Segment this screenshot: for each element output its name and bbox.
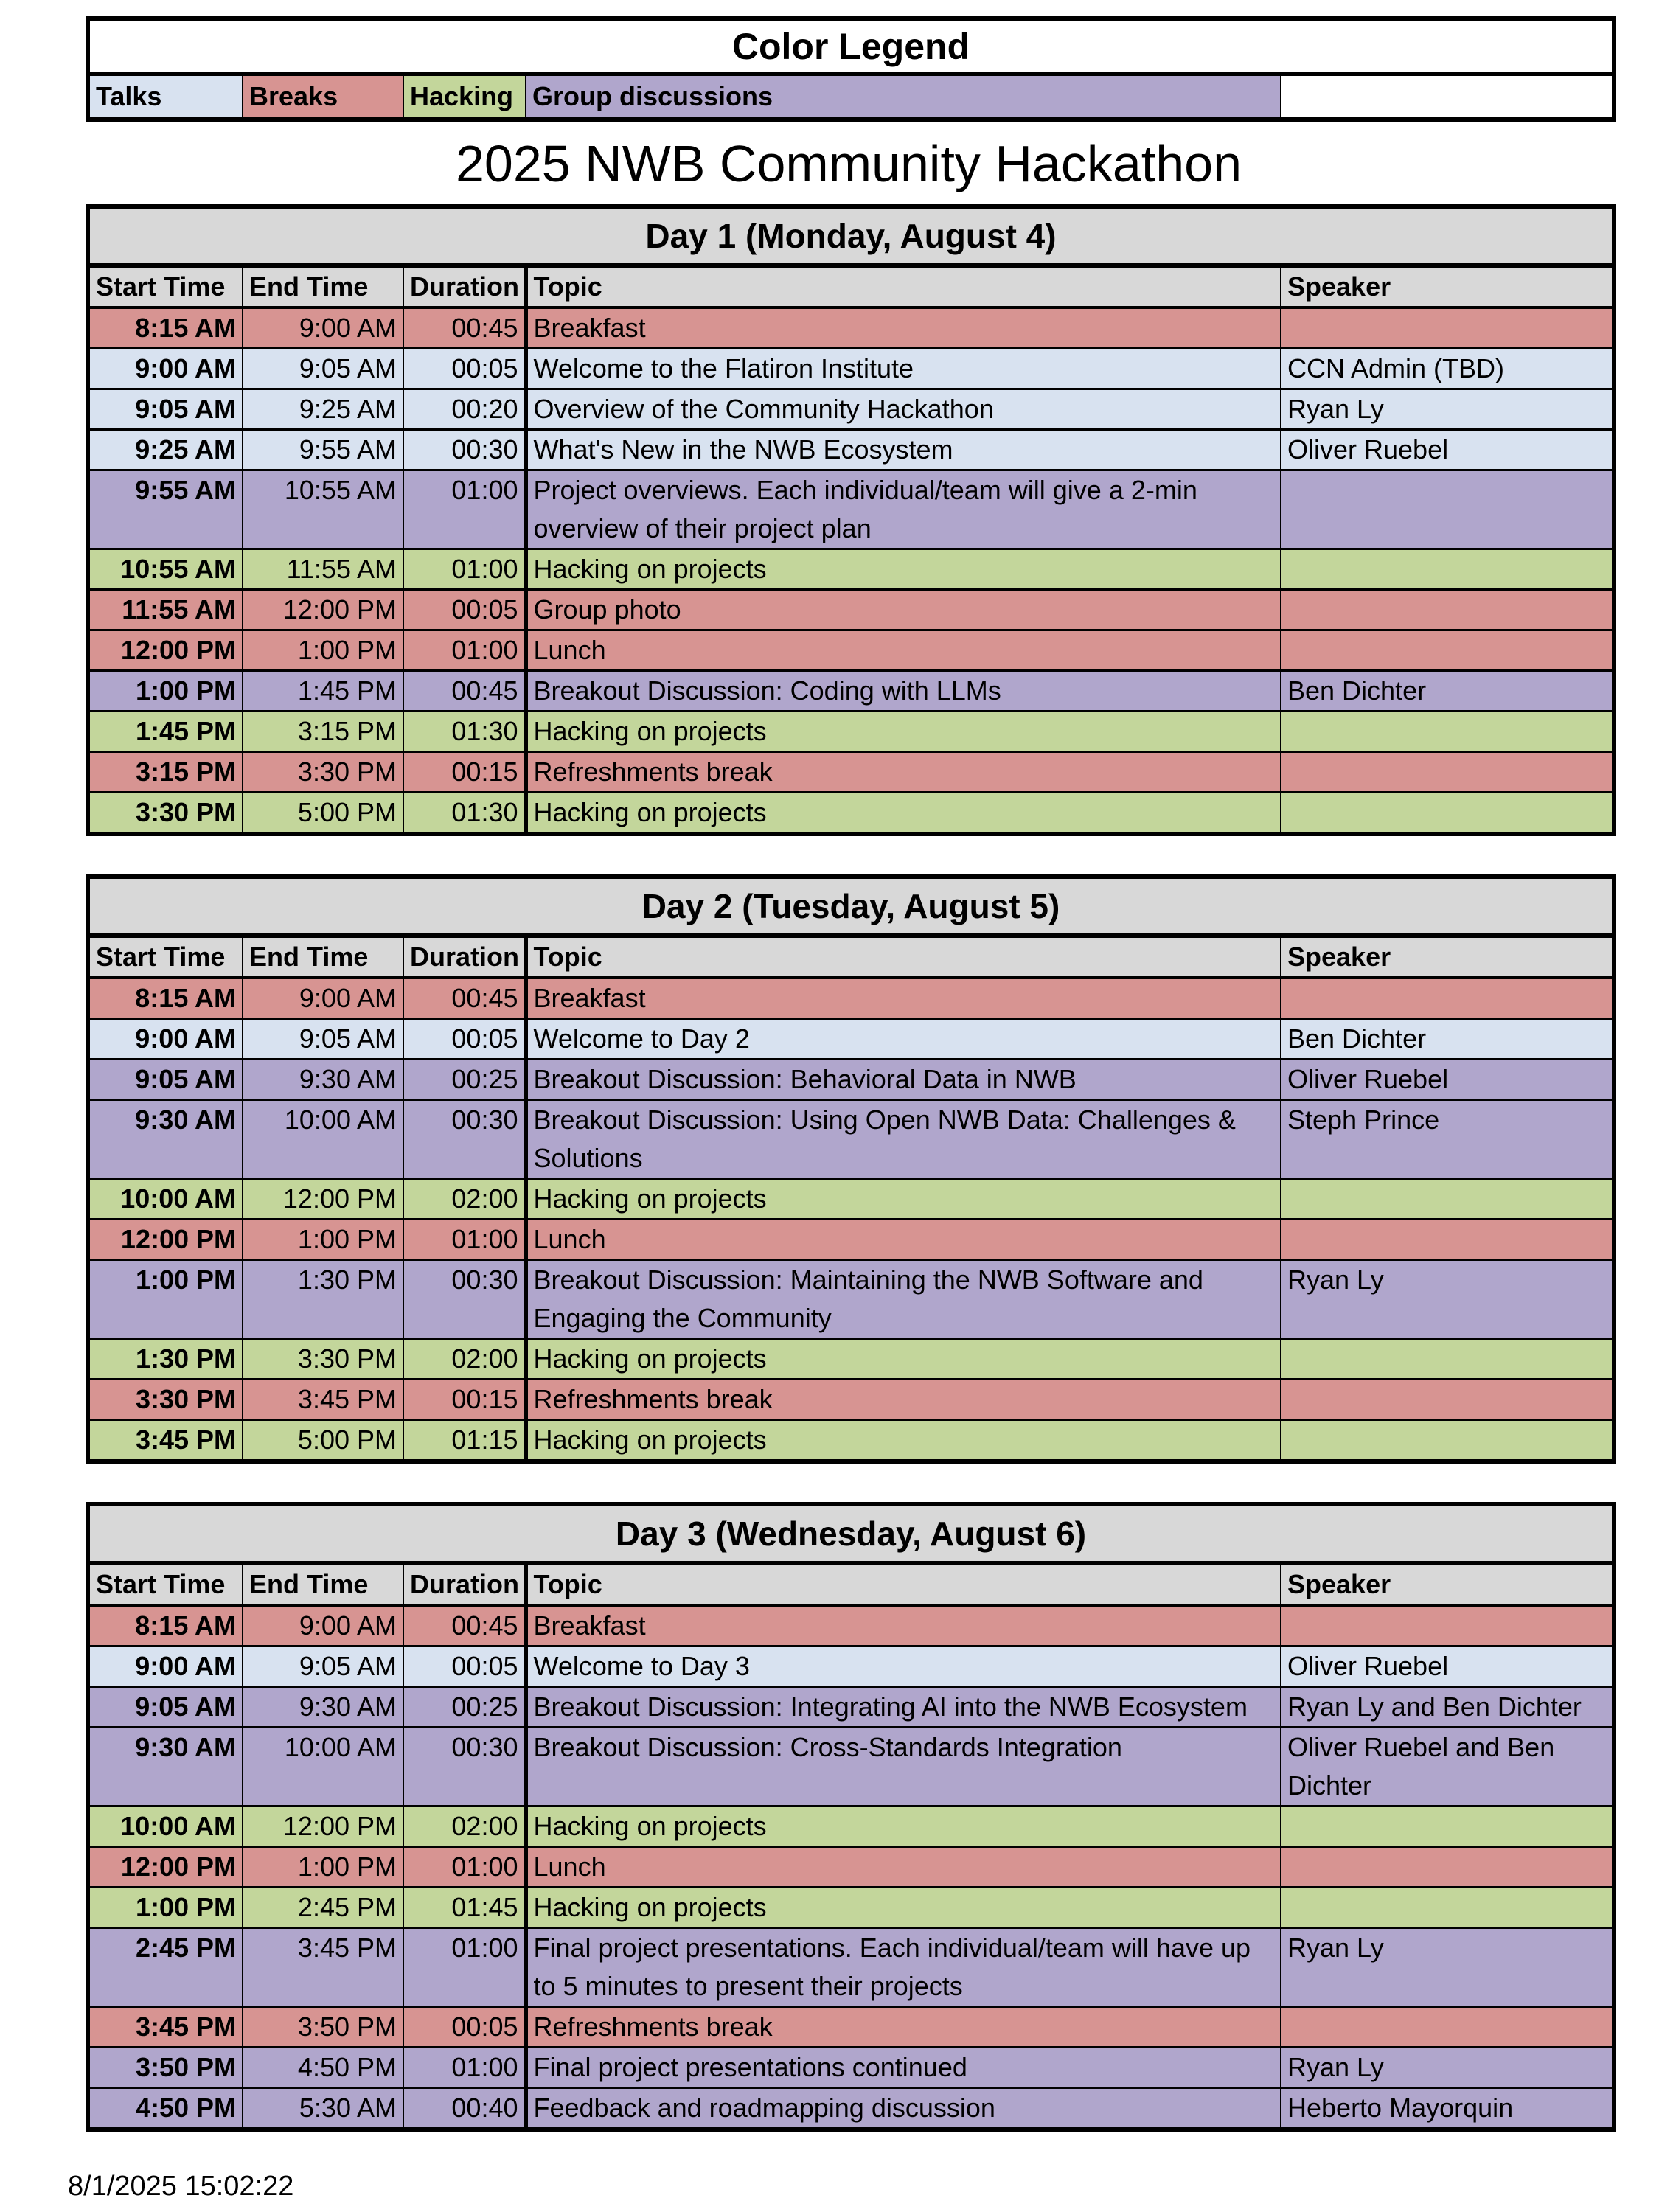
- end-time-cell: 5:00 PM: [243, 1420, 403, 1462]
- topic-cell: Breakout Discussion: Behavioral Data in NWB: [526, 1060, 1281, 1100]
- day-3-table: [86, 1502, 1616, 2132]
- duration-cell: 00:40: [403, 2088, 526, 2130]
- column-header-start-time: Start Time: [88, 1563, 243, 1605]
- start-time-cell: 10:55 AM: [88, 549, 243, 590]
- day-header-row: [88, 206, 1614, 265]
- end-time-cell: 9:00 AM: [243, 978, 403, 1019]
- start-time-cell: 12:00 PM: [88, 630, 243, 671]
- start-time-cell: 9:00 AM: [88, 349, 243, 389]
- start-time-cell: 9:00 AM: [88, 1646, 243, 1687]
- start-time-cell: 11:55 AM: [88, 590, 243, 630]
- end-time-cell: 2:45 PM: [243, 1888, 403, 1928]
- schedule-row: [88, 1380, 1614, 1420]
- speaker-cell: [1281, 2007, 1614, 2048]
- end-time-cell: 1:00 PM: [243, 1847, 403, 1888]
- duration-cell: 01:00: [403, 630, 526, 671]
- day-header-row: [88, 1504, 1614, 1563]
- start-time-cell: 12:00 PM: [88, 1847, 243, 1888]
- speaker-cell: [1281, 470, 1614, 549]
- end-time-cell: 3:30 PM: [243, 1339, 403, 1380]
- speaker-cell: [1281, 1806, 1614, 1847]
- start-time-cell: 9:55 AM: [88, 470, 243, 549]
- topic-cell: Final project presentations. Each individual/team will have up to 5 minutes to present their projects: [526, 1928, 1281, 2007]
- topic-cell: Refreshments break: [526, 2007, 1281, 2048]
- speaker-cell: Ryan Ly and Ben Dichter: [1281, 1687, 1614, 1728]
- start-time-cell: 2:45 PM: [88, 1928, 243, 2007]
- start-time-cell: 12:00 PM: [88, 1220, 243, 1260]
- color-legend-table: [86, 16, 1616, 122]
- schedule-row: [88, 712, 1614, 752]
- start-time-cell: 9:00 AM: [88, 1019, 243, 1060]
- duration-cell: 00:05: [403, 1019, 526, 1060]
- topic-cell: Lunch: [526, 1847, 1281, 1888]
- start-time-cell: 9:25 AM: [88, 430, 243, 470]
- schedule-row: [88, 349, 1614, 389]
- topic-cell: Hacking on projects: [526, 1806, 1281, 1847]
- speaker-cell: [1281, 752, 1614, 793]
- speaker-cell: Ryan Ly: [1281, 389, 1614, 430]
- speaker-cell: [1281, 793, 1614, 835]
- duration-cell: 00:05: [403, 1646, 526, 1687]
- topic-cell: Hacking on projects: [526, 1888, 1281, 1928]
- topic-cell: Lunch: [526, 630, 1281, 671]
- end-time-cell: 3:30 PM: [243, 752, 403, 793]
- start-time-cell: 1:30 PM: [88, 1339, 243, 1380]
- end-time-cell: 1:45 PM: [243, 671, 403, 712]
- speaker-cell: Oliver Ruebel: [1281, 1646, 1614, 1687]
- speaker-cell: [1281, 978, 1614, 1019]
- schedule-row: [88, 549, 1614, 590]
- schedule-row: [88, 1339, 1614, 1380]
- topic-cell: Hacking on projects: [526, 1420, 1281, 1462]
- legend-item-breaks: Breaks: [243, 74, 403, 120]
- schedule-row: [88, 1019, 1614, 1060]
- speaker-cell: Ryan Ly: [1281, 1260, 1614, 1339]
- schedule-row: [88, 1100, 1614, 1179]
- end-time-cell: 3:45 PM: [243, 1380, 403, 1420]
- legend-title-row: [88, 18, 1614, 74]
- page-title: 2025 NWB Community Hackathon: [456, 135, 1242, 192]
- schedule-row: [88, 1888, 1614, 1928]
- end-time-cell: 9:05 AM: [243, 1019, 403, 1060]
- schedule-row: [88, 470, 1614, 549]
- duration-cell: 00:30: [403, 1260, 526, 1339]
- speaker-cell: [1281, 1420, 1614, 1462]
- column-header-speaker: Speaker: [1281, 1563, 1614, 1605]
- topic-cell: Breakout Discussion: Coding with LLMs: [526, 671, 1281, 712]
- duration-cell: 00:15: [403, 752, 526, 793]
- schedule-row: [88, 1179, 1614, 1220]
- schedule-row: [88, 2007, 1614, 2048]
- schedule-row: [88, 1220, 1614, 1260]
- start-time-cell: 4:50 PM: [88, 2088, 243, 2130]
- schedule-row: [88, 978, 1614, 1019]
- start-time-cell: 9:30 AM: [88, 1728, 243, 1806]
- schedule-row: [88, 590, 1614, 630]
- day-header-row: [88, 877, 1614, 936]
- duration-cell: 01:00: [403, 470, 526, 549]
- start-time-cell: 8:15 AM: [88, 307, 243, 349]
- duration-cell: 00:30: [403, 1100, 526, 1179]
- start-time-cell: 3:45 PM: [88, 2007, 243, 2048]
- end-time-cell: 9:30 AM: [243, 1060, 403, 1100]
- speaker-cell: [1281, 712, 1614, 752]
- duration-cell: 00:05: [403, 349, 526, 389]
- topic-cell: Overview of the Community Hackathon: [526, 389, 1281, 430]
- schedule-row: [88, 1806, 1614, 1847]
- end-time-cell: 5:30 AM: [243, 2088, 403, 2130]
- topic-cell: Hacking on projects: [526, 793, 1281, 835]
- day-1-title: Day 1 (Monday, August 4): [88, 206, 1614, 265]
- duration-cell: 01:00: [403, 1220, 526, 1260]
- topic-cell: What's New in the NWB Ecosystem: [526, 430, 1281, 470]
- legend-items-row: [88, 74, 1614, 120]
- schedule-row: [88, 793, 1614, 835]
- column-header-row: [88, 265, 1614, 307]
- start-time-cell: 9:05 AM: [88, 1687, 243, 1728]
- end-time-cell: 3:45 PM: [243, 1928, 403, 2007]
- end-time-cell: 1:00 PM: [243, 1220, 403, 1260]
- topic-cell: Refreshments break: [526, 1380, 1281, 1420]
- topic-cell: Hacking on projects: [526, 1179, 1281, 1220]
- topic-cell: Final project presentations continued: [526, 2048, 1281, 2088]
- day-1-table: [86, 204, 1616, 836]
- speaker-cell: Oliver Ruebel: [1281, 1060, 1614, 1100]
- end-time-cell: 1:30 PM: [243, 1260, 403, 1339]
- topic-cell: Breakfast: [526, 978, 1281, 1019]
- legend-title: Color Legend: [88, 18, 1614, 74]
- speaker-cell: [1281, 549, 1614, 590]
- end-time-cell: 9:05 AM: [243, 349, 403, 389]
- schedule-row: [88, 1728, 1614, 1806]
- column-header-topic: Topic: [526, 936, 1281, 978]
- column-header-speaker: Speaker: [1281, 936, 1614, 978]
- legend-item-group-discussions: Group discussions: [526, 74, 1281, 120]
- legend-item-talks: Talks: [88, 74, 243, 120]
- start-time-cell: 1:00 PM: [88, 1260, 243, 1339]
- topic-cell: Lunch: [526, 1220, 1281, 1260]
- speaker-cell: [1281, 590, 1614, 630]
- end-time-cell: 9:55 AM: [243, 430, 403, 470]
- column-header-speaker: Speaker: [1281, 265, 1614, 307]
- schedule-row: [88, 752, 1614, 793]
- end-time-cell: 9:05 AM: [243, 1646, 403, 1687]
- topic-cell: Breakout Discussion: Integrating AI into the NWB Ecosystem: [526, 1687, 1281, 1728]
- duration-cell: 01:30: [403, 793, 526, 835]
- column-header-end-time: End Time: [243, 936, 403, 978]
- duration-cell: 02:00: [403, 1339, 526, 1380]
- end-time-cell: 9:30 AM: [243, 1687, 403, 1728]
- end-time-cell: 4:50 PM: [243, 2048, 403, 2088]
- duration-cell: 00:25: [403, 1060, 526, 1100]
- end-time-cell: 10:00 AM: [243, 1100, 403, 1179]
- schedule-row: [88, 630, 1614, 671]
- duration-cell: 00:15: [403, 1380, 526, 1420]
- duration-cell: 00:20: [403, 389, 526, 430]
- duration-cell: 00:45: [403, 1605, 526, 1646]
- speaker-cell: Ryan Ly: [1281, 2048, 1614, 2088]
- topic-cell: Group photo: [526, 590, 1281, 630]
- schedule-row: [88, 1260, 1614, 1339]
- schedule-row: [88, 1060, 1614, 1100]
- end-time-cell: 10:55 AM: [243, 470, 403, 549]
- duration-cell: 00:45: [403, 307, 526, 349]
- speaker-cell: [1281, 1339, 1614, 1380]
- topic-cell: Hacking on projects: [526, 712, 1281, 752]
- end-time-cell: 9:25 AM: [243, 389, 403, 430]
- speaker-cell: Ben Dichter: [1281, 1019, 1614, 1060]
- speaker-cell: [1281, 1888, 1614, 1928]
- schedule-row: [88, 1847, 1614, 1888]
- topic-cell: Welcome to Day 2: [526, 1019, 1281, 1060]
- duration-cell: 00:30: [403, 430, 526, 470]
- speaker-cell: Steph Prince: [1281, 1100, 1614, 1179]
- schedule-row: [88, 430, 1614, 470]
- speaker-cell: [1281, 1605, 1614, 1646]
- speaker-cell: [1281, 1380, 1614, 1420]
- speaker-cell: [1281, 630, 1614, 671]
- schedule-row: [88, 1420, 1614, 1462]
- schedule-row: [88, 1687, 1614, 1728]
- column-header-row: [88, 1563, 1614, 1605]
- end-time-cell: 11:55 AM: [243, 549, 403, 590]
- duration-cell: 01:00: [403, 549, 526, 590]
- duration-cell: 01:00: [403, 1928, 526, 2007]
- start-time-cell: 3:50 PM: [88, 2048, 243, 2088]
- duration-cell: 01:45: [403, 1888, 526, 1928]
- duration-cell: 02:00: [403, 1806, 526, 1847]
- duration-cell: 00:05: [403, 590, 526, 630]
- duration-cell: 01:00: [403, 1847, 526, 1888]
- start-time-cell: 3:15 PM: [88, 752, 243, 793]
- speaker-cell: Oliver Ruebel and Ben Dichter: [1281, 1728, 1614, 1806]
- column-header-start-time: Start Time: [88, 936, 243, 978]
- start-time-cell: 10:00 AM: [88, 1806, 243, 1847]
- column-header-duration: Duration: [403, 936, 526, 978]
- column-header-topic: Topic: [526, 265, 1281, 307]
- end-time-cell: 3:50 PM: [243, 2007, 403, 2048]
- start-time-cell: 1:45 PM: [88, 712, 243, 752]
- speaker-cell: [1281, 1220, 1614, 1260]
- start-time-cell: 9:05 AM: [88, 389, 243, 430]
- end-time-cell: 1:00 PM: [243, 630, 403, 671]
- legend-item-hacking: Hacking: [403, 74, 526, 120]
- duration-cell: 02:00: [403, 1179, 526, 1220]
- schedule-row: [88, 2048, 1614, 2088]
- start-time-cell: 10:00 AM: [88, 1179, 243, 1220]
- column-header-duration: Duration: [403, 1563, 526, 1605]
- end-time-cell: 10:00 AM: [243, 1728, 403, 1806]
- speaker-cell: Oliver Ruebel: [1281, 430, 1614, 470]
- topic-cell: Project overviews. Each individual/team will give a 2-min overview of their project plan: [526, 470, 1281, 549]
- topic-cell: Breakfast: [526, 1605, 1281, 1646]
- duration-cell: 00:30: [403, 1728, 526, 1806]
- day-3-title: Day 3 (Wednesday, August 6): [88, 1504, 1614, 1563]
- topic-cell: Breakout Discussion: Cross-Standards Integration: [526, 1728, 1281, 1806]
- schedule-row: [88, 671, 1614, 712]
- schedule-row: [88, 307, 1614, 349]
- column-header-duration: Duration: [403, 265, 526, 307]
- duration-cell: 00:05: [403, 2007, 526, 2048]
- start-time-cell: 1:00 PM: [88, 671, 243, 712]
- speaker-cell: [1281, 1847, 1614, 1888]
- column-header-start-time: Start Time: [88, 265, 243, 307]
- start-time-cell: 9:30 AM: [88, 1100, 243, 1179]
- duration-cell: 00:45: [403, 671, 526, 712]
- duration-cell: 00:25: [403, 1687, 526, 1728]
- schedule-row: [88, 2088, 1614, 2130]
- topic-cell: Breakout Discussion: Using Open NWB Data: Challenges & Solutions: [526, 1100, 1281, 1179]
- duration-cell: 01:00: [403, 2048, 526, 2088]
- legend-empty-cell: [1281, 74, 1614, 120]
- start-time-cell: 9:05 AM: [88, 1060, 243, 1100]
- start-time-cell: 8:15 AM: [88, 1605, 243, 1646]
- topic-cell: Feedback and roadmapping discussion: [526, 2088, 1281, 2130]
- column-header-end-time: End Time: [243, 1563, 403, 1605]
- duration-cell: 01:30: [403, 712, 526, 752]
- schedule-row: [88, 389, 1614, 430]
- topic-cell: Welcome to Day 3: [526, 1646, 1281, 1687]
- column-header-row: [88, 936, 1614, 978]
- topic-cell: Welcome to the Flatiron Institute: [526, 349, 1281, 389]
- schedule-row: [88, 1928, 1614, 2007]
- end-time-cell: 3:15 PM: [243, 712, 403, 752]
- schedule-row: [88, 1646, 1614, 1687]
- end-time-cell: 12:00 PM: [243, 1179, 403, 1220]
- topic-cell: Refreshments break: [526, 752, 1281, 793]
- speaker-cell: [1281, 1179, 1614, 1220]
- print-timestamp: 8/1/2025 15:02:22: [68, 2171, 294, 2202]
- start-time-cell: 8:15 AM: [88, 978, 243, 1019]
- duration-cell: 00:45: [403, 978, 526, 1019]
- speaker-cell: Ben Dichter: [1281, 671, 1614, 712]
- topic-cell: Hacking on projects: [526, 549, 1281, 590]
- speaker-cell: Heberto Mayorquin: [1281, 2088, 1614, 2130]
- speaker-cell: Ryan Ly: [1281, 1928, 1614, 2007]
- start-time-cell: 1:00 PM: [88, 1888, 243, 1928]
- end-time-cell: 9:00 AM: [243, 307, 403, 349]
- end-time-cell: 9:00 AM: [243, 1605, 403, 1646]
- schedule-row: [88, 1605, 1614, 1646]
- end-time-cell: 12:00 PM: [243, 1806, 403, 1847]
- duration-cell: 01:15: [403, 1420, 526, 1462]
- day-2-table: [86, 874, 1616, 1464]
- topic-cell: Breakout Discussion: Maintaining the NWB Software and Engaging the Community: [526, 1260, 1281, 1339]
- start-time-cell: 3:30 PM: [88, 1380, 243, 1420]
- start-time-cell: 3:30 PM: [88, 793, 243, 835]
- speaker-cell: CCN Admin (TBD): [1281, 349, 1614, 389]
- end-time-cell: 12:00 PM: [243, 590, 403, 630]
- column-header-end-time: End Time: [243, 265, 403, 307]
- speaker-cell: [1281, 307, 1614, 349]
- end-time-cell: 5:00 PM: [243, 793, 403, 835]
- start-time-cell: 3:45 PM: [88, 1420, 243, 1462]
- topic-cell: Breakfast: [526, 307, 1281, 349]
- topic-cell: Hacking on projects: [526, 1339, 1281, 1380]
- day-2-title: Day 2 (Tuesday, August 5): [88, 877, 1614, 936]
- column-header-topic: Topic: [526, 1563, 1281, 1605]
